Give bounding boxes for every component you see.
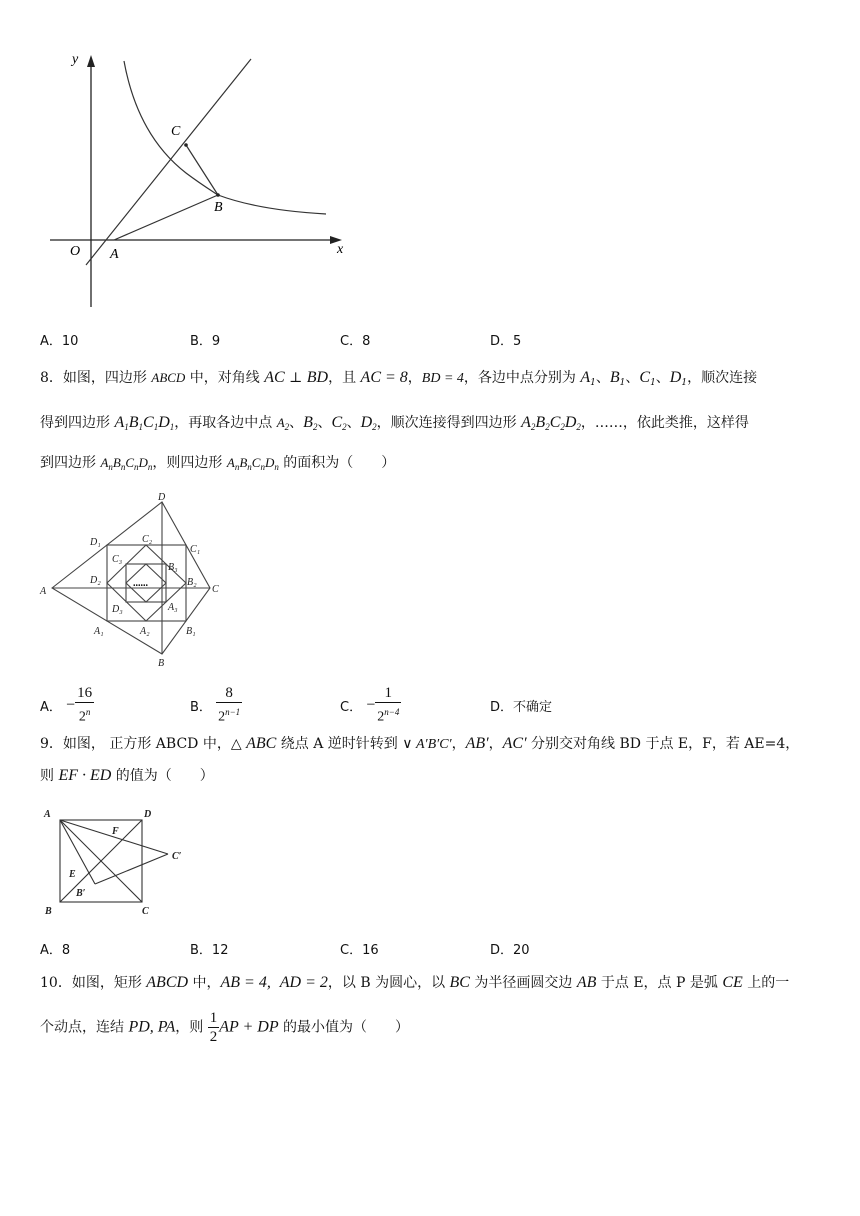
q9-line-2a: 则 bbox=[40, 768, 59, 784]
q9-line-1c: ， bbox=[451, 736, 466, 752]
q8-sep-4: 、 bbox=[289, 415, 304, 431]
q9-triangle-prime: ∨ A′B′C′ bbox=[402, 737, 452, 752]
fig-label-a1: A₁ bbox=[94, 626, 104, 637]
q8-a1: A bbox=[580, 369, 591, 386]
q9-option-c[interactable]: C．16 bbox=[340, 943, 379, 958]
point-c bbox=[184, 143, 188, 147]
segment-ab bbox=[114, 195, 218, 240]
q8-sep-3: 、 bbox=[655, 370, 670, 386]
fig9-label-f: F bbox=[112, 826, 119, 837]
q10-half-num: 1 bbox=[209, 1010, 218, 1026]
q10-line-2a: 个动点，连结 bbox=[40, 1019, 129, 1036]
q9-ef-ed: EF · ED bbox=[58, 767, 112, 784]
q8-option-b-prefix: B． bbox=[190, 699, 212, 715]
q10-expression: AP + DP bbox=[219, 1018, 279, 1036]
q8-option-c[interactable]: C． − $\frac{1}{2^{n-4}}$ bbox=[340, 685, 400, 725]
q8-option-c-prefix: C． bbox=[340, 699, 363, 715]
q10-line-1a: 10．如图，矩形 bbox=[40, 975, 147, 991]
fig-label-c3: C₃ bbox=[112, 554, 123, 565]
q8-c1: C bbox=[639, 369, 651, 386]
q8-b-den: 2 bbox=[218, 709, 226, 725]
q7-figure bbox=[40, 45, 360, 315]
q9-abc: ABC bbox=[246, 735, 277, 752]
q10-line-2b: ，则 bbox=[175, 1019, 208, 1036]
q8-a-den: 2 bbox=[78, 709, 86, 725]
fig-label-a2: A₂ bbox=[140, 626, 150, 637]
q8-figure bbox=[38, 490, 228, 668]
q8-sep-2: 、 bbox=[625, 370, 640, 386]
q10-ce: CE bbox=[722, 974, 743, 991]
q9-figure bbox=[40, 803, 200, 923]
fig9-label-c: C bbox=[142, 906, 149, 917]
q9-line-1a: 9．如图， 正方形 ABCD 中，△ bbox=[40, 736, 247, 752]
q8-text-3a: 到四边形 bbox=[40, 455, 101, 471]
q9-ac-prime: AC′ bbox=[502, 735, 527, 752]
q9-ab-prime: AB′ bbox=[465, 735, 489, 752]
hyperbola-curve bbox=[124, 61, 326, 214]
q8-text-2a: 得到四边形 bbox=[40, 415, 115, 431]
q7-option-a[interactable]: A．10 bbox=[40, 334, 79, 349]
q10-line-1e: 于点 E，点 P 是弧 bbox=[596, 975, 723, 991]
q8-b-num: 8 bbox=[216, 684, 242, 703]
q8-text-1b: 中，对角线 bbox=[185, 370, 265, 386]
q8-ac-8: AC = 8 bbox=[360, 369, 408, 386]
q8-abcd: ABCD bbox=[151, 370, 186, 385]
inner-dots: ...... bbox=[133, 578, 148, 589]
q10-ab: AB bbox=[576, 974, 597, 991]
q8-text-1d: ，各边中点分别为 bbox=[463, 370, 581, 386]
fig-label-b: B bbox=[158, 658, 165, 668]
q8-option-d[interactable]: D．不确定 bbox=[490, 700, 553, 715]
q8-text-2b: ，再取各边中点 bbox=[174, 415, 277, 431]
q9-option-a[interactable]: A．8 bbox=[40, 943, 71, 958]
q7-option-d[interactable]: D．5 bbox=[490, 334, 522, 349]
q10-half-den: 2 bbox=[209, 1029, 218, 1045]
q8-d1: D bbox=[669, 369, 682, 386]
fig-label-a: A bbox=[40, 586, 47, 597]
label-a: A bbox=[110, 247, 119, 262]
fig9-label-b: B bbox=[45, 906, 52, 917]
fig-label-b3: B₃ bbox=[168, 562, 178, 573]
q8-options bbox=[40, 684, 840, 728]
fig-label-c2: C₂ bbox=[142, 534, 153, 545]
q8-ac: AC bbox=[264, 369, 285, 386]
q9-option-d[interactable]: D．20 bbox=[490, 943, 530, 958]
q8-text-1c: ，且 bbox=[328, 370, 361, 386]
segment-cb bbox=[186, 145, 218, 195]
fig-label-c1: C₁ bbox=[190, 544, 201, 555]
fig-label-d3: D₃ bbox=[112, 604, 123, 615]
fig9-label-d: D bbox=[144, 809, 152, 820]
q8-sep-5: 、 bbox=[317, 415, 332, 431]
q8-option-a[interactable]: A． − $\frac{16}{2^n}$ bbox=[40, 685, 93, 725]
fig-label-a3: A₃ bbox=[168, 602, 178, 613]
q8-option-a-prefix: A． bbox=[40, 699, 62, 715]
q9-sep: ， bbox=[488, 736, 503, 752]
fig9-label-a: A bbox=[44, 809, 51, 820]
q8-a-num: 16 bbox=[77, 685, 93, 701]
fig-label-c: C bbox=[212, 584, 219, 595]
label-c: C bbox=[171, 124, 181, 139]
q8-number: 8． bbox=[40, 370, 63, 386]
fig9-label-e: E bbox=[69, 869, 76, 880]
point-b bbox=[216, 193, 220, 197]
q10-line-1b: 中， bbox=[188, 975, 221, 991]
q10-bc: BC bbox=[449, 974, 470, 991]
fig-label-b2: B₂ bbox=[187, 577, 197, 588]
q7-option-c[interactable]: C．8 bbox=[340, 334, 371, 349]
q9-option-b[interactable]: B．12 bbox=[190, 943, 229, 958]
q10-line-1f: 上的一 bbox=[742, 975, 790, 991]
q10-line-1c: ，以 B 为圆心，以 bbox=[327, 975, 450, 991]
fig-label-b1: B₁ bbox=[186, 626, 196, 637]
q8-b-exp: n−1 bbox=[225, 707, 241, 717]
q8-bd-4: BD = 4 bbox=[421, 371, 464, 386]
origin-label: O bbox=[70, 244, 81, 259]
q8-text-1a: 如图，四边形 bbox=[62, 370, 152, 386]
q10-abcd: ABCD bbox=[146, 974, 189, 991]
q8-c-num: 1 bbox=[375, 684, 401, 703]
q10-line-2c: 的最小值为（ ） bbox=[278, 1019, 410, 1036]
q8-text-2c: ，顺次连接得到四边形 bbox=[376, 415, 522, 431]
label-b: B bbox=[214, 200, 223, 215]
fig-label-d: D bbox=[158, 492, 166, 503]
q10-ab-4: AB = 4, bbox=[220, 974, 271, 991]
x-label: x bbox=[337, 242, 344, 257]
fig-label-d1: D₁ bbox=[90, 537, 101, 548]
q8-text-1e: ，顺次连接 bbox=[687, 370, 758, 386]
q8-sep-1: 、 bbox=[595, 370, 610, 386]
q7-option-b[interactable]: B．9 bbox=[190, 334, 221, 349]
y-axis-arrow bbox=[87, 55, 95, 67]
q8-text-3c: 的面积为（ ） bbox=[278, 455, 396, 471]
q9-line-1d: 分别交对角线 BD 于点 E，F，若 AE=4， bbox=[526, 736, 800, 752]
q8-perp: ⊥ bbox=[284, 370, 307, 386]
q8-bd: BD bbox=[306, 369, 329, 386]
y-label: y bbox=[72, 52, 79, 67]
q8-option-b[interactable] bbox=[190, 684, 242, 727]
q8-b1: B bbox=[609, 369, 620, 386]
q9-line-2b: 的值为（ ） bbox=[111, 768, 214, 784]
q8-a-exp: n bbox=[85, 707, 91, 717]
q8-c-exp: n−4 bbox=[384, 707, 400, 717]
q10-line-1d: 为半径画圆交边 bbox=[469, 975, 577, 991]
q8-comma: ， bbox=[407, 370, 422, 386]
line-ac bbox=[86, 59, 251, 265]
fig9-label-c-prime: C′ bbox=[172, 851, 182, 862]
q8-text-3b: ，则四边形 bbox=[152, 455, 227, 471]
q8-text-2d: ，……，依此类推，这样得 bbox=[580, 415, 749, 431]
q10-pd-pa: PD, PA bbox=[128, 1018, 176, 1036]
q8-sep-6: 、 bbox=[346, 415, 361, 431]
fig-label-d2: D₂ bbox=[90, 575, 101, 586]
fig9-label-b-prime: B′ bbox=[76, 888, 86, 899]
q9-line-1b: 绕点 A 逆时针转到 bbox=[276, 736, 403, 752]
segment-b-prime-c-prime bbox=[95, 854, 168, 884]
q8-c-den: 2 bbox=[377, 709, 385, 725]
q10-ad-2: AD = 2 bbox=[279, 974, 328, 991]
